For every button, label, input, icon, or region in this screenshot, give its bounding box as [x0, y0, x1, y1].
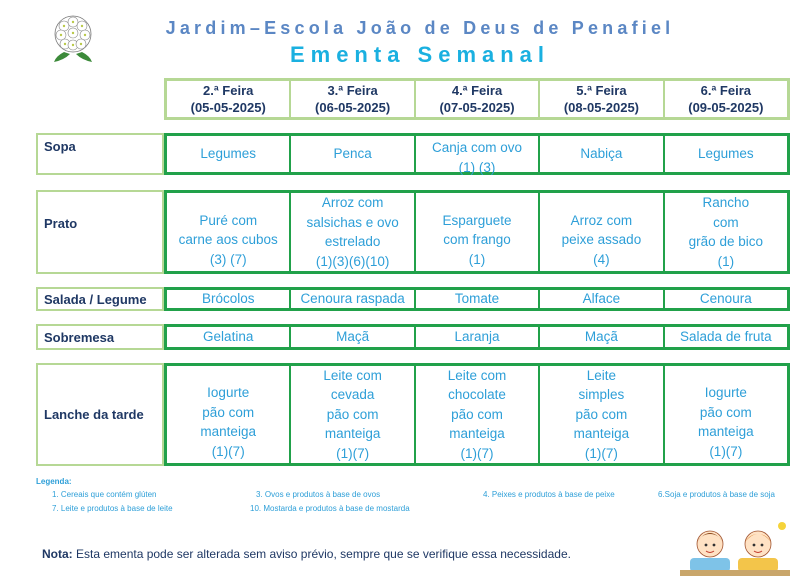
menu-cell: Iogurte pão com manteiga (1)(7): [200, 385, 256, 459]
legend-item: 6.Soja e produtos à base de soja: [658, 490, 775, 499]
menu-cell: Cenoura raspada: [289, 290, 413, 308]
menu-cell: Alface: [538, 290, 662, 308]
days-header: [164, 78, 790, 120]
day-header: [289, 81, 413, 117]
note-text: Esta ementa pode ser alterada sem aviso prévio, sempre que se verifique essa necessidade.: [72, 547, 571, 561]
legend-title: Legenda:: [36, 477, 72, 486]
day-header: [663, 81, 787, 117]
menu-cell: Iogurte pão com manteiga (1)(7): [663, 366, 787, 463]
children-illustration: [680, 520, 800, 583]
menu-cell: Puré com carne aos cubos (3) (7): [178, 212, 278, 267]
menu-cell: Canja com ovo (1) (3): [414, 136, 538, 172]
menu-cell: Laranja: [414, 327, 538, 347]
row-label: Sobremesa: [36, 324, 164, 350]
menu-cell: Maçã: [289, 327, 413, 347]
day-header: [414, 81, 538, 117]
day-name: 3.ª Feira: [327, 83, 378, 98]
menu-cell: Leite com chocolate pão com manteiga (1)(7): [414, 366, 538, 463]
menu-cell: Brócolos: [201, 291, 255, 307]
day-date: (07-05-2025): [439, 100, 515, 115]
legend-item: 4. Peixes e produtos à base de peixe: [483, 490, 615, 499]
row-label: Lanche da tarde: [36, 363, 164, 466]
footnote: [42, 547, 571, 561]
row-sopa: [36, 133, 790, 175]
row-lanche: [36, 363, 790, 466]
day-date: (05-05-2025): [190, 100, 266, 115]
day-name: 5.ª Feira: [576, 83, 627, 98]
note-label: Nota:: [42, 547, 73, 561]
menu-cell: Legumes: [663, 136, 787, 172]
legend-item: 1. Cereais que contém glúten: [52, 490, 157, 499]
menu-cell: Leite com cevada pão com manteiga (1)(7): [289, 366, 413, 463]
legend-item: 3. Ovos e produtos à base de ovos: [256, 490, 381, 499]
menu-cell: Esparguete com frango (1): [414, 193, 538, 271]
row-label: Salada / Legume: [36, 287, 164, 311]
day-date: (06-05-2025): [315, 100, 391, 115]
row-salada: [36, 287, 790, 311]
menu-cell: Salada de fruta: [663, 327, 787, 347]
menu-cell: Maçã: [538, 327, 662, 347]
day-header: [167, 81, 289, 117]
page-title: Ementa Semanal: [289, 42, 551, 67]
legend-item: 7. Leite e produtos à base de leite: [52, 504, 173, 513]
day-date: (09-05-2025): [688, 100, 764, 115]
flower-logo: [50, 12, 96, 69]
menu-cell: Gelatina: [203, 329, 254, 345]
day-header: [538, 81, 662, 117]
day-date: (08-05-2025): [563, 100, 639, 115]
school-name: Jardim–Escola João de Deus de Penafiel: [165, 18, 675, 38]
row-sobremesa: [36, 324, 790, 350]
menu-cell: Legumes: [200, 146, 256, 162]
day-name: 6.ª Feira: [700, 83, 751, 98]
row-label: Prato: [36, 190, 164, 274]
menu-cell: Penca: [289, 136, 413, 172]
menu-cell: Cenoura: [663, 290, 787, 308]
menu-cell: Leite simples pão com manteiga (1)(7): [538, 366, 662, 463]
day-name: 4.ª Feira: [451, 83, 503, 98]
row-label: Sopa: [36, 133, 164, 175]
row-prato: [36, 190, 790, 274]
menu-cell: Arroz com salsichas e ovo estrelado (1)(3)(6)(10): [289, 193, 413, 271]
menu-cell: Tomate: [414, 290, 538, 308]
legend-item: 10. Mostarda e produtos à base de mostarda: [250, 504, 410, 513]
day-name: 2.ª Feira: [203, 83, 254, 98]
menu-cell: Nabiça: [538, 136, 662, 172]
menu-cell: Arroz com peixe assado (4): [538, 193, 662, 271]
menu-cell: Rancho com grão de bico (1): [663, 193, 787, 271]
